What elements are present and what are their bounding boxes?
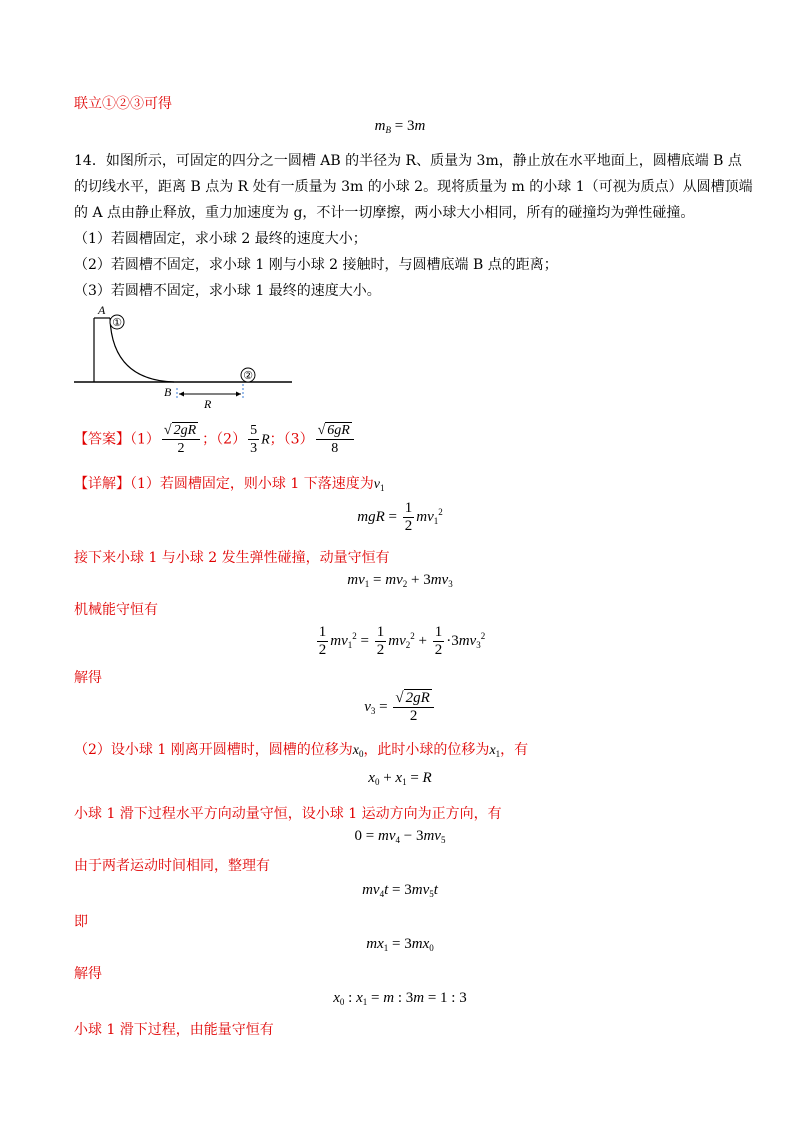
equation-energy-2: $\frac{1}{2}$ $mv_1^2$ = $\frac{1}{2}$ $mv_2^2$ + $\frac{1}{2}$ $\cdot 3mv_3^2$ [318,624,486,658]
answer-line [74,422,356,457]
answer-label-2: ；（2） [202,431,247,448]
answer-1-fraction: $\frac{√ 2gR}{2}$ [162,422,200,457]
label-a: A [98,303,106,317]
text-collision: 接下来小球 1 与小球 2 发生弹性碰撞，动量守恒有 [74,550,390,566]
ball-2-label: ② [243,369,253,382]
answer-label-1: （1） [130,431,160,448]
equation-mx: $mx_1 = 3mx_0$ [366,936,434,953]
dim-arrow-right [236,392,241,397]
label-r: R [204,397,212,410]
text-energy: 机械能守恒有 [74,602,158,618]
text-energy-last: 小球 1 滑下过程，由能量守恒有 [74,1022,274,1038]
detail-tag: 【详解】 [74,476,130,492]
equation-displacement: $x_0 + x_1 = R$ [368,770,432,787]
question-14-line-3: 的 A 点由静止释放，重力加速度为 g，不计一切摩擦，两小球大小相同，所有的碰撞均为弹性碰撞。 [74,205,695,221]
answer-2-fraction: $\frac{5}{3}$ [250,423,258,456]
equation-mb: $m_B = 3m$ [374,118,426,135]
detail-line-1: 【详解】（1）若圆槽固定，则小球 1 下落速度为$v_1$ [74,476,385,493]
text-time: 由于两者运动时间相同，整理有 [74,858,270,874]
equation-momentum-1: $mv_1 = mv_2 + 3mv_3$ [347,572,453,589]
sub-question-3: （3）若圆槽不固定，求小球 1 最终的速度大小。 [74,283,381,299]
dim-arrow-left [179,392,184,397]
sub-question-1: （1）若圆槽固定，求小球 2 最终的速度大小； [74,231,367,247]
text-solve-1: 解得 [74,670,102,686]
answer-3-fraction: $\frac{√ 6gR}{8}$ [316,422,354,457]
text-ie: 即 [74,914,88,930]
equation-time: $mv_4t = 3mv_5t$ [362,882,438,899]
question-14-line-2: 的切线水平，距离 B 点为 R 处有一质量为 3m 的小球 2。现将质量为 m 的小球 1（可视为质点）从圆槽顶端 [74,179,753,195]
text-solve-2: 解得 [74,966,102,982]
problem-figure [70,300,300,410]
answer-label-3: ；（3） [269,431,314,448]
equation-v3: $v_3$ = $\frac{√ 2gR}{2}$ [0,690,800,725]
text-combine: 联立①②③可得 [74,96,172,112]
text-momentum: 小球 1 滑下过程水平方向动量守恒，设小球 1 运动方向为正方向，有 [74,806,502,822]
answer-2-var: R [261,432,270,448]
question-14-line-1: 14．如图所示，可固定的四分之一圆槽 AB 的半径为 R、质量为 3m，静止放在水平地面上，圆槽底端 B 点 [74,153,742,169]
equation-momentum-2: $0 = mv_4 - 3mv_5$ [354,828,446,845]
equation-energy-1: mgR = $\frac{1}{2}$ $mv_1^2$ [357,500,443,534]
equation-ratio: $x_0$ : $x_1 = m$ : 3m = 1 : 3 [333,990,467,1007]
text-part-2: （2）设小球 1 刚离开圆槽时，圆槽的位移为$x_0$，此时小球的位移为$x_1$，有 [74,742,529,759]
ball-1-label: ① [112,316,122,329]
answer-tag: 【答案】 [74,431,130,448]
label-b: B [164,385,172,399]
sub-question-2: （2）若圆槽不固定，求小球 1 刚与小球 2 接触时，与圆槽底端 B 点的距离； [74,257,558,273]
